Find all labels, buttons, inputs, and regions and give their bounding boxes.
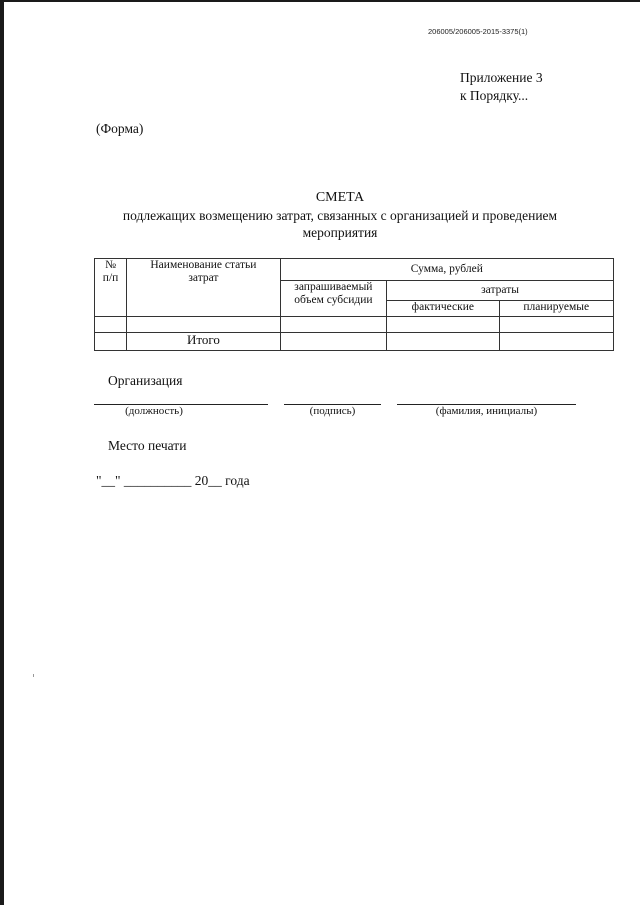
total-label: Итого — [127, 333, 281, 351]
table-cell[interactable] — [499, 317, 613, 333]
table-cell[interactable] — [499, 333, 613, 351]
signature-caption: (подпись) — [309, 405, 356, 417]
organization-label: Организация — [108, 373, 183, 388]
header-item-name-line-2: затрат — [188, 272, 219, 284]
header-planned: планируемые — [499, 301, 613, 317]
header-item-name — [127, 259, 281, 317]
header-number-line-1: № — [105, 259, 117, 271]
table-header-row — [95, 259, 614, 281]
form-label: (Форма) — [96, 121, 144, 136]
table-cell[interactable] — [280, 333, 386, 351]
header-number-line-2: п/п — [102, 272, 119, 284]
position-caption: (должность) — [125, 405, 183, 417]
date-line: "__" __________ 20__ года — [96, 473, 250, 488]
document-subtitle — [90, 207, 590, 241]
stamp-label: Место печати — [108, 438, 187, 453]
name-caption: (фамилия, инициалы) — [435, 405, 538, 417]
appendix-line-2: к Порядку... — [460, 88, 529, 103]
estimate-table — [94, 258, 614, 351]
header-sum: Сумма, рублей — [280, 259, 613, 281]
document-id: 206005/206005-2015-3375(1) — [428, 27, 528, 36]
table-cell[interactable] — [280, 317, 386, 333]
table-cell[interactable] — [95, 333, 127, 351]
header-item-name-line-1: Наименование статьи — [150, 259, 257, 271]
document-title: СМЕТА — [315, 190, 365, 205]
table-cell[interactable] — [387, 333, 499, 351]
scan-artifact — [33, 674, 34, 677]
appendix-line-1: Приложение 3 — [460, 70, 543, 85]
left-border-line — [0, 0, 4, 905]
table-cell[interactable] — [95, 317, 127, 333]
table-cell[interactable] — [127, 317, 281, 333]
table-total-row — [95, 333, 614, 351]
appendix-note — [460, 69, 543, 105]
table-cell[interactable] — [387, 317, 499, 333]
table-row — [95, 317, 614, 333]
header-requested-line-2: объем субсидии — [294, 294, 373, 306]
header-requested — [280, 281, 386, 317]
header-requested-line-1: запрашиваемый — [294, 281, 373, 293]
subtitle-line-2: мероприятия — [302, 225, 378, 240]
header-costs: затраты — [387, 281, 614, 301]
header-number — [95, 259, 127, 317]
subtitle-line-1: подлежащих возмещению затрат, связанных с организацией и проведением — [122, 208, 558, 223]
header-actual: фактические — [387, 301, 499, 317]
top-border-line — [0, 0, 640, 2]
